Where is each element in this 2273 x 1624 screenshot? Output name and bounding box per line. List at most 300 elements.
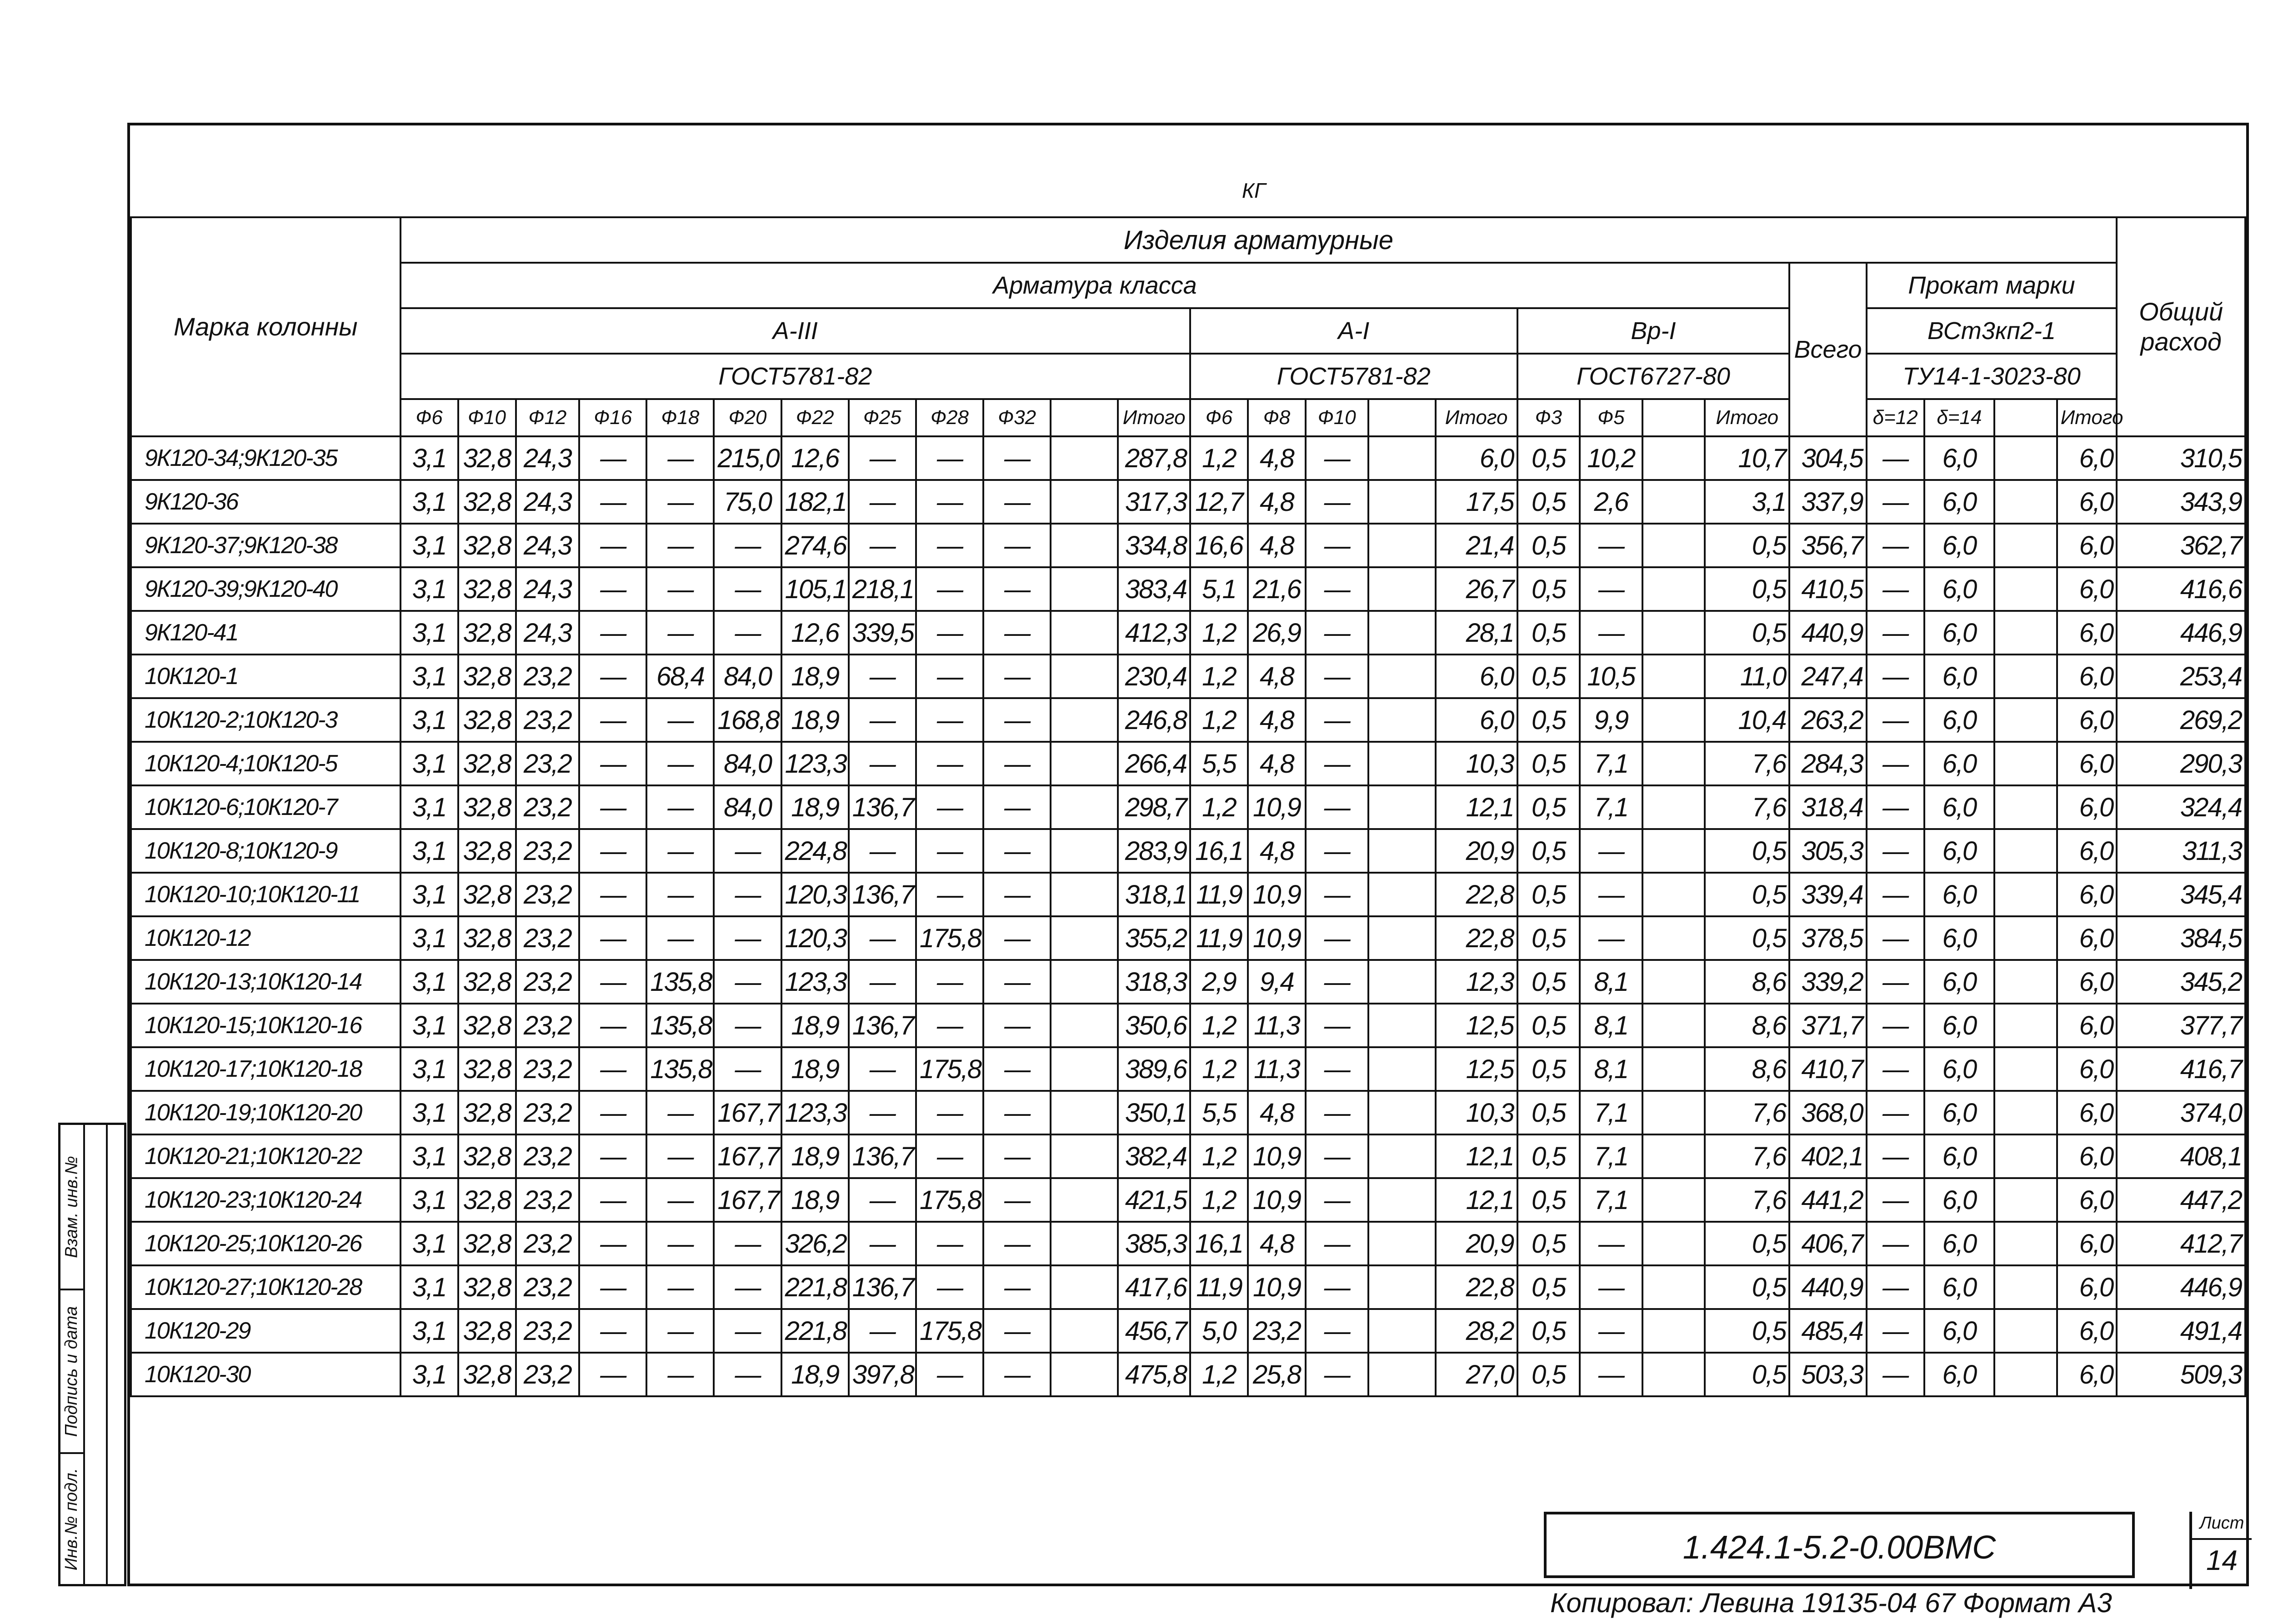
table-cell: — [1867,960,1924,1004]
table-cell [1994,1047,2057,1091]
table-cell [1994,524,2057,567]
table-spacer-row [131,1396,2245,1470]
table-cell: 27,0 [1436,1353,1517,1396]
table-row [131,1265,2245,1309]
table-cell: 0,5 [1517,1091,1580,1134]
table-cell: 2,6 [1580,480,1642,524]
table-cell: 18,9 [781,1353,849,1396]
table-cell: 0,5 [1517,436,1580,480]
table-cell: 326,2 [781,1222,849,1265]
table-cell: — [579,524,646,567]
column-mark-cell: 10К120-10;10К120-11 [131,873,401,916]
table-cell: — [1580,916,1642,960]
table-cell [1642,524,1705,567]
table-cell [1642,742,1705,785]
table-cell: 287,8 [1118,436,1190,480]
table-cell: 175,8 [916,1178,983,1222]
table-cell: — [1306,916,1368,960]
table-cell: 18,9 [781,698,849,742]
table-cell: — [646,524,714,567]
table-cell [1642,960,1705,1004]
column-mark-cell: 10К120-30 [131,1353,401,1396]
table-cell: 32,8 [458,611,516,655]
table-cell: — [579,1091,646,1134]
table-cell [1994,1091,2057,1134]
table-cell: 136,7 [849,873,916,916]
table-cell: — [646,1222,714,1265]
column-mark-cell: 10К120-17;10К120-18 [131,1047,401,1091]
col-a3-6: Ф22 [781,399,849,436]
table-cell: 221,8 [781,1309,849,1353]
table-cell: — [983,1353,1051,1396]
table-cell: — [849,1309,916,1353]
table-cell: 7,1 [1580,742,1642,785]
table-cell: 0,5 [1517,611,1580,655]
col-rolled-2 [1994,399,2057,436]
table-cell: — [646,1178,714,1222]
table-cell: — [849,1222,916,1265]
table-cell [1642,916,1705,960]
table-cell: — [579,655,646,698]
table-cell: — [1867,698,1924,742]
table-cell: 269,2 [2117,698,2245,742]
approval-strip-col [60,1125,83,1584]
table-cell: 283,9 [1118,829,1190,873]
table-cell [1994,829,2057,873]
table-cell [1642,1222,1705,1265]
table-cell: — [1580,1309,1642,1353]
table-cell: 253,4 [2117,655,2245,698]
table-cell: — [1580,1222,1642,1265]
table-cell [1051,611,1118,655]
table-cell [1994,1265,2057,1309]
table-cell: 246,8 [1118,698,1190,742]
table-cell: 6,0 [2057,611,2117,655]
table-cell: 215,0 [714,436,781,480]
table-cell: 32,8 [458,436,516,480]
table-row [131,1222,2245,1265]
table-cell: 3,1 [401,742,458,785]
column-mark-cell: 10К120-8;10К120-9 [131,829,401,873]
column-mark-cell: 9К120-37;9К120-38 [131,524,401,567]
table-cell: 32,8 [458,524,516,567]
table-cell: 0,5 [1517,480,1580,524]
table-cell: — [916,1134,983,1178]
table-cell: 1,2 [1190,1134,1248,1178]
table-cell: — [714,916,781,960]
table-cell: 6,0 [2057,1265,2117,1309]
table-cell [1051,436,1118,480]
table-cell: 4,8 [1248,742,1306,785]
hdr-vr1: Вр-I [1517,308,1790,354]
table-cell: 221,8 [781,1265,849,1309]
table-cell [1994,1134,2057,1178]
table-cell [1994,916,2057,960]
table-cell: 3,1 [401,960,458,1004]
spacer-cell [131,1396,2245,1470]
table-cell: 23,2 [516,1004,580,1047]
table-cell [1994,698,2057,742]
table-cell: 24,3 [516,524,580,567]
table-cell: — [849,480,916,524]
table-cell: — [579,785,646,829]
col-vr1-1: Ф5 [1580,399,1642,436]
table-cell: 32,8 [458,567,516,611]
table-cell [1051,785,1118,829]
table-cell: — [714,1047,781,1091]
table-cell: 10,5 [1580,655,1642,698]
table-cell [1368,1134,1436,1178]
table-cell: 105,1 [781,567,849,611]
table-cell: 6,0 [1924,567,1994,611]
table-cell: 32,8 [458,698,516,742]
table-cell: 175,8 [916,916,983,960]
table-cell: — [579,698,646,742]
table-cell: 32,8 [458,1309,516,1353]
table-cell: 304,5 [1789,436,1866,480]
table-cell: 18,9 [781,655,849,698]
table-cell: 6,0 [1924,873,1994,916]
table-cell: — [983,655,1051,698]
table-cell: 16,1 [1190,829,1248,873]
table-cell: 491,4 [2117,1309,2245,1353]
table-cell: 368,0 [1789,1091,1866,1134]
table-cell [1368,567,1436,611]
table-cell: 0,5 [1705,524,1789,567]
table-row [131,873,2245,916]
table-cell: 6,0 [1924,1134,1994,1178]
table-cell: 32,8 [458,1091,516,1134]
table-cell: 247,4 [1789,655,1866,698]
table-cell: 406,7 [1789,1222,1866,1265]
table-cell [1642,785,1705,829]
table-cell [1994,567,2057,611]
table-cell: 447,2 [2117,1178,2245,1222]
table-cell: 23,2 [516,1309,580,1353]
table-cell: — [983,829,1051,873]
table-cell: 23,2 [516,742,580,785]
table-row [131,742,2245,785]
table-row [131,916,2245,960]
table-cell: 6,0 [1436,436,1517,480]
table-cell: — [1306,873,1368,916]
table-cell [1642,1353,1705,1396]
table-cell: 6,0 [2057,1047,2117,1091]
table-cell [1368,829,1436,873]
table-cell: 318,1 [1118,873,1190,916]
table-cell: 136,7 [849,1004,916,1047]
table-cell: 4,8 [1248,1222,1306,1265]
table-cell: — [983,1309,1051,1353]
table-cell: 0,5 [1705,1222,1789,1265]
col-a1-1: Ф8 [1248,399,1306,436]
table-cell: 441,2 [1789,1178,1866,1222]
table-cell: 28,1 [1436,611,1517,655]
table-cell: 26,9 [1248,611,1306,655]
hdr-a1: А-I [1190,308,1517,354]
table-cell: 32,8 [458,1134,516,1178]
table-cell: 475,8 [1118,1353,1190,1396]
table-cell: 3,1 [401,611,458,655]
table-cell: 266,4 [1118,742,1190,785]
table-cell: 23,2 [516,655,580,698]
table-row [131,655,2245,698]
table-cell: 397,8 [849,1353,916,1396]
table-cell [1051,1004,1118,1047]
table-cell [1051,524,1118,567]
table-cell: 7,1 [1580,1134,1642,1178]
table-cell: 136,7 [849,1134,916,1178]
table-cell: 6,0 [2057,1353,2117,1396]
table-cell: 0,5 [1517,960,1580,1004]
table-cell: 84,0 [714,742,781,785]
table-cell: — [849,1091,916,1134]
table-cell: 32,8 [458,1222,516,1265]
table-cell: 324,4 [2117,785,2245,829]
table-cell: 17,5 [1436,480,1517,524]
table-cell: — [916,1265,983,1309]
table-cell: 23,2 [516,698,580,742]
table-cell: 382,4 [1118,1134,1190,1178]
hdr-gost-a1: ГОСТ5781-82 [1190,354,1517,399]
table-cell: 23,2 [516,1134,580,1178]
table-cell [1642,829,1705,873]
table-cell: 6,0 [2057,785,2117,829]
table-cell: 6,0 [1924,524,1994,567]
table-cell: — [916,611,983,655]
drawing-sheet [127,123,2249,1586]
table-cell: — [1867,524,1924,567]
table-cell: — [1306,1091,1368,1134]
table-cell: — [1306,524,1368,567]
table-cell: 6,0 [2057,1309,2117,1353]
column-mark-cell: 9К120-39;9К120-40 [131,567,401,611]
table-cell [1051,480,1118,524]
table-row [131,436,2245,480]
table-cell [1051,1091,1118,1134]
table-cell: 4,8 [1248,436,1306,480]
table-cell: 32,8 [458,1178,516,1222]
table-cell: 0,5 [1705,1265,1789,1309]
table-cell: 6,0 [2057,1222,2117,1265]
table-cell: 0,5 [1705,916,1789,960]
table-cell: — [983,698,1051,742]
table-cell: 416,7 [2117,1047,2245,1091]
table-cell: — [646,436,714,480]
bar-size-header-row [131,399,2245,436]
table-cell: 0,5 [1705,611,1789,655]
table-cell: — [1580,567,1642,611]
table-cell: 12,3 [1436,960,1517,1004]
table-cell: 2,9 [1190,960,1248,1004]
table-cell: 6,0 [2057,742,2117,785]
table-cell: 6,0 [1924,698,1994,742]
table-cell: 12,1 [1436,1134,1517,1178]
table-cell: — [714,1004,781,1047]
table-cell: 356,7 [1789,524,1866,567]
table-cell: 3,1 [401,1134,458,1178]
column-mark-cell: 10К120-15;10К120-16 [131,1004,401,1047]
table-cell: — [916,742,983,785]
table-cell: — [1867,1222,1924,1265]
table-cell: 384,5 [2117,916,2245,960]
sheet-number-box [2189,1512,2252,1589]
table-cell: — [714,960,781,1004]
table-cell: — [1867,567,1924,611]
table-cell: — [916,524,983,567]
col-a3-3: Ф16 [579,399,646,436]
table-cell: 0,5 [1517,1353,1580,1396]
table-cell: 456,7 [1118,1309,1190,1353]
table-cell: — [1867,873,1924,916]
table-cell: — [1867,829,1924,873]
table-cell: — [579,829,646,873]
table-cell: 1,2 [1190,1353,1248,1396]
table-cell: — [1867,1047,1924,1091]
table-cell: — [646,873,714,916]
table-cell: 3,1 [401,1309,458,1353]
table-cell: 334,8 [1118,524,1190,567]
table-cell [1994,1309,2057,1353]
table-cell: 21,6 [1248,567,1306,611]
table-cell: — [1580,1265,1642,1309]
column-mark-cell: 10К120-4;10К120-5 [131,742,401,785]
table-cell: — [1306,1004,1368,1047]
table-cell: 182,1 [781,480,849,524]
table-cell: 0,5 [1705,873,1789,916]
table-cell: 23,2 [516,1222,580,1265]
col-a1-0: Ф6 [1190,399,1248,436]
table-cell: 24,3 [516,611,580,655]
table-cell: 6,0 [2057,567,2117,611]
table-cell: — [1306,829,1368,873]
table-cell: 318,4 [1789,785,1866,829]
table-cell: 7,1 [1580,785,1642,829]
table-cell: 3,1 [401,655,458,698]
col-rolled-1: δ=14 [1924,399,1994,436]
table-cell: 23,2 [516,1178,580,1222]
table-cell: 0,5 [1517,1178,1580,1222]
table-cell [1368,1265,1436,1309]
table-cell: 120,3 [781,873,849,916]
table-cell: — [983,742,1051,785]
table-cell: 5,5 [1190,742,1248,785]
table-cell: — [714,524,781,567]
table-cell: 23,2 [516,1353,580,1396]
table-cell: 6,0 [2057,524,2117,567]
table-cell: — [983,1178,1051,1222]
table-cell: — [1867,785,1924,829]
table-cell: 5,1 [1190,567,1248,611]
table-cell: 355,2 [1118,916,1190,960]
table-cell [1642,567,1705,611]
table-row [131,1309,2245,1353]
table-cell: 339,4 [1789,873,1866,916]
table-cell: — [646,1309,714,1353]
table-cell: 6,0 [2057,655,2117,698]
column-mark-cell: 10К120-2;10К120-3 [131,698,401,742]
table-cell: 337,9 [1789,480,1866,524]
table-cell: — [646,698,714,742]
table-cell: 23,2 [516,1265,580,1309]
table-cell: — [1867,742,1924,785]
table-cell: — [579,1222,646,1265]
table-cell [1994,436,2057,480]
table-cell [1368,655,1436,698]
table-cell: — [714,1265,781,1309]
table-cell: 290,3 [2117,742,2245,785]
table-cell: 23,2 [516,829,580,873]
table-cell: — [646,611,714,655]
table-cell [1642,480,1705,524]
hdr-gost-a3: ГОСТ5781-82 [401,354,1190,399]
materials-table [130,216,2246,1470]
table-cell: — [714,829,781,873]
table-cell: 10,9 [1248,1178,1306,1222]
table-cell: — [916,436,983,480]
approval-strip [58,1123,126,1586]
table-cell [1642,655,1705,698]
table-cell: 0,5 [1517,742,1580,785]
table-cell: 402,1 [1789,1134,1866,1178]
table-cell: 32,8 [458,785,516,829]
table-cell: — [849,1047,916,1091]
table-cell: — [714,567,781,611]
table-cell: 23,2 [516,916,580,960]
table-cell: — [1306,742,1368,785]
table-cell: — [983,611,1051,655]
table-cell: 10,4 [1705,698,1789,742]
table-cell: 8,1 [1580,1004,1642,1047]
table-cell: 421,5 [1118,1178,1190,1222]
table-cell: 23,2 [516,873,580,916]
table-cell: 23,2 [516,785,580,829]
table-cell: 7,6 [1705,742,1789,785]
table-cell: 10,9 [1248,916,1306,960]
hdr-products: Изделия арматурные [401,217,2117,263]
table-cell: — [1306,1134,1368,1178]
table-cell: — [1580,829,1642,873]
table-cell: 1,2 [1190,436,1248,480]
table-cell: 10,7 [1705,436,1789,480]
table-cell: 11,0 [1705,655,1789,698]
table-cell: 0,5 [1705,1353,1789,1396]
table-cell: — [579,567,646,611]
table-cell: 218,1 [849,567,916,611]
table-cell: 503,3 [1789,1353,1866,1396]
table-cell: 18,9 [781,1178,849,1222]
table-cell [1642,611,1705,655]
table-cell: — [983,480,1051,524]
table-cell: — [646,1134,714,1178]
table-cell: — [1867,655,1924,698]
table-cell: 509,3 [2117,1353,2245,1396]
table-cell: 10,9 [1248,873,1306,916]
table-cell: 168,8 [714,698,781,742]
table-cell [1642,436,1705,480]
table-cell: 11,9 [1190,916,1248,960]
table-cell: 6,0 [1924,785,1994,829]
table-cell: 440,9 [1789,1265,1866,1309]
table-cell: 6,0 [1924,1047,1994,1091]
table-cell: 10,2 [1580,436,1642,480]
table-cell: — [983,1222,1051,1265]
table-cell: — [916,1091,983,1134]
table-cell: 284,3 [1789,742,1866,785]
table-row [131,1353,2245,1396]
table-cell: 6,0 [2057,480,2117,524]
table-cell: 389,6 [1118,1047,1190,1091]
